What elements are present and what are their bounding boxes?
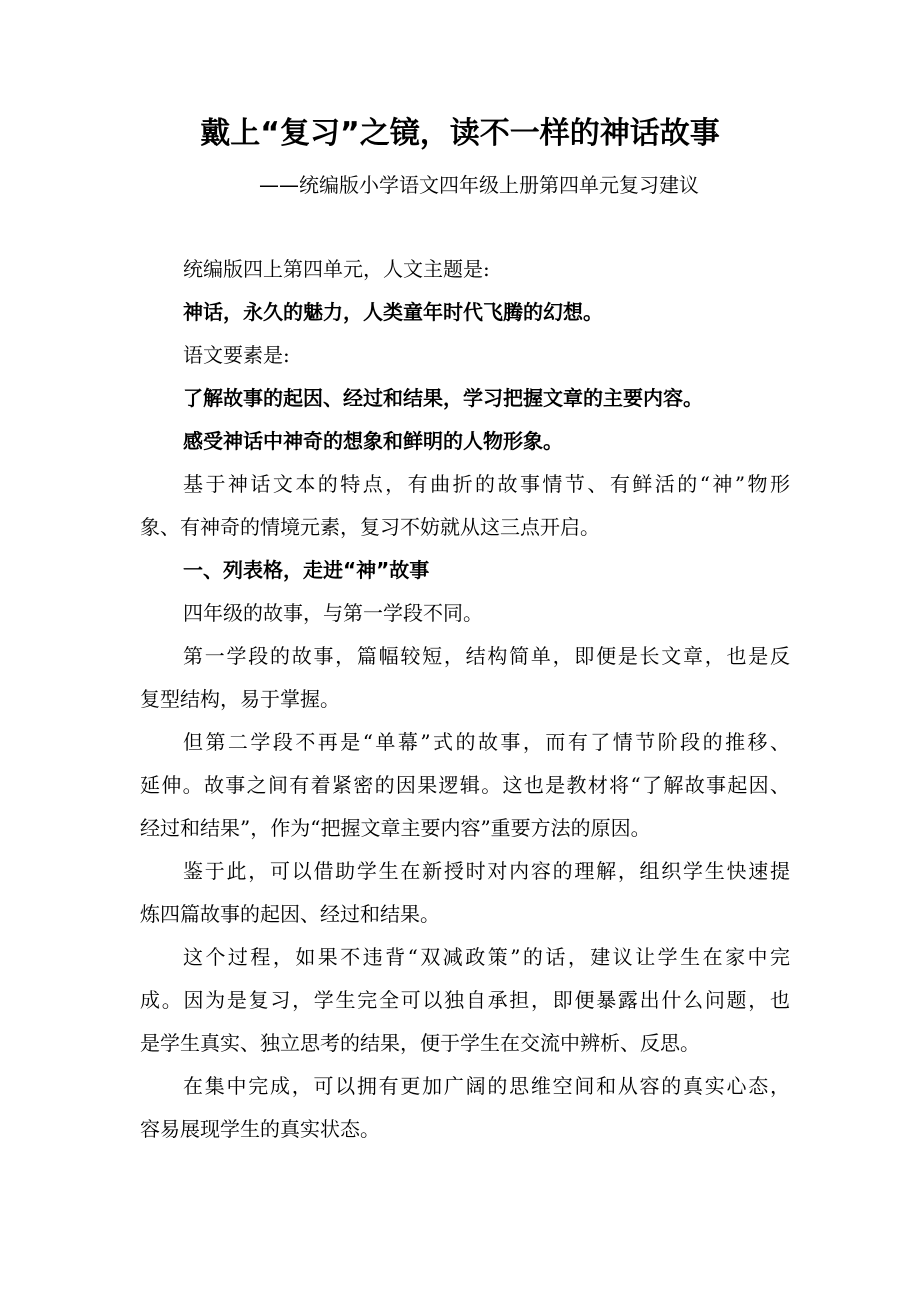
document-subtitle: ——统编版小学语文四年级上册第四单元复习建议 bbox=[259, 173, 699, 197]
document-body bbox=[140, 248, 790, 1151]
text-line: 成。因为是复习，学生完全可以独自承担，即便暴露出什么问题，也 bbox=[140, 988, 790, 1012]
text-line: 容易展现学生的真实状态。 bbox=[140, 1117, 380, 1141]
text-line: 基于神话文本的特点，有曲折的故事情节、有鲜活的“神”物形 bbox=[183, 472, 790, 496]
text-line: 在集中完成，可以拥有更加广阔的思维空间和从容的真实心态， bbox=[183, 1074, 790, 1098]
text-line: 四年级的故事，与第一学段不同。 bbox=[183, 601, 483, 625]
text-line: 但第二学段不再是“单幕”式的故事，而有了情节阶段的推移、 bbox=[183, 730, 790, 754]
text-line: 鉴于此，可以借助学生在新授时对内容的理解，组织学生快速提 bbox=[183, 859, 790, 883]
text-line: 语文要素是: bbox=[183, 343, 290, 367]
text-line: 统编版四上第四单元，人文主题是: bbox=[183, 257, 490, 281]
bold-text-line: 一、列表格，走进“神”故事 bbox=[183, 558, 430, 582]
document-title: 戴上“复习”之镜，读不一样的神话故事 bbox=[200, 116, 720, 151]
text-line: 第一学段的故事，篇幅较短，结构简单，即便是长文章，也是反 bbox=[183, 644, 790, 668]
text-line: 象、有神奇的情境元素，复习不妨就从这三点开启。 bbox=[140, 515, 600, 539]
text-line: 复型结构，易于掌握。 bbox=[140, 687, 340, 711]
text-line: 是学生真实、独立思考的结果，便于学生在交流中辨析、反思。 bbox=[140, 1031, 700, 1055]
bold-text-line: 神话，永久的魅力，人类童年时代飞腾的幻想。 bbox=[183, 300, 603, 324]
text-line: 炼四篇故事的起因、经过和结果。 bbox=[140, 902, 440, 926]
text-line: 这个过程，如果不违背“双减政策”的话，建议让学生在家中完 bbox=[183, 945, 790, 969]
bold-text-line: 了解故事的起因、经过和结果，学习把握文章的主要内容。 bbox=[183, 386, 703, 410]
text-line: 经过和结果”，作为“把握文章主要内容”重要方法的原因。 bbox=[140, 816, 651, 840]
bold-text-line: 感受神话中神奇的想象和鲜明的人物形象。 bbox=[183, 429, 563, 453]
text-line: 延伸。故事之间有着紧密的因果逻辑。这也是教材将“了解故事起因、 bbox=[140, 773, 790, 797]
